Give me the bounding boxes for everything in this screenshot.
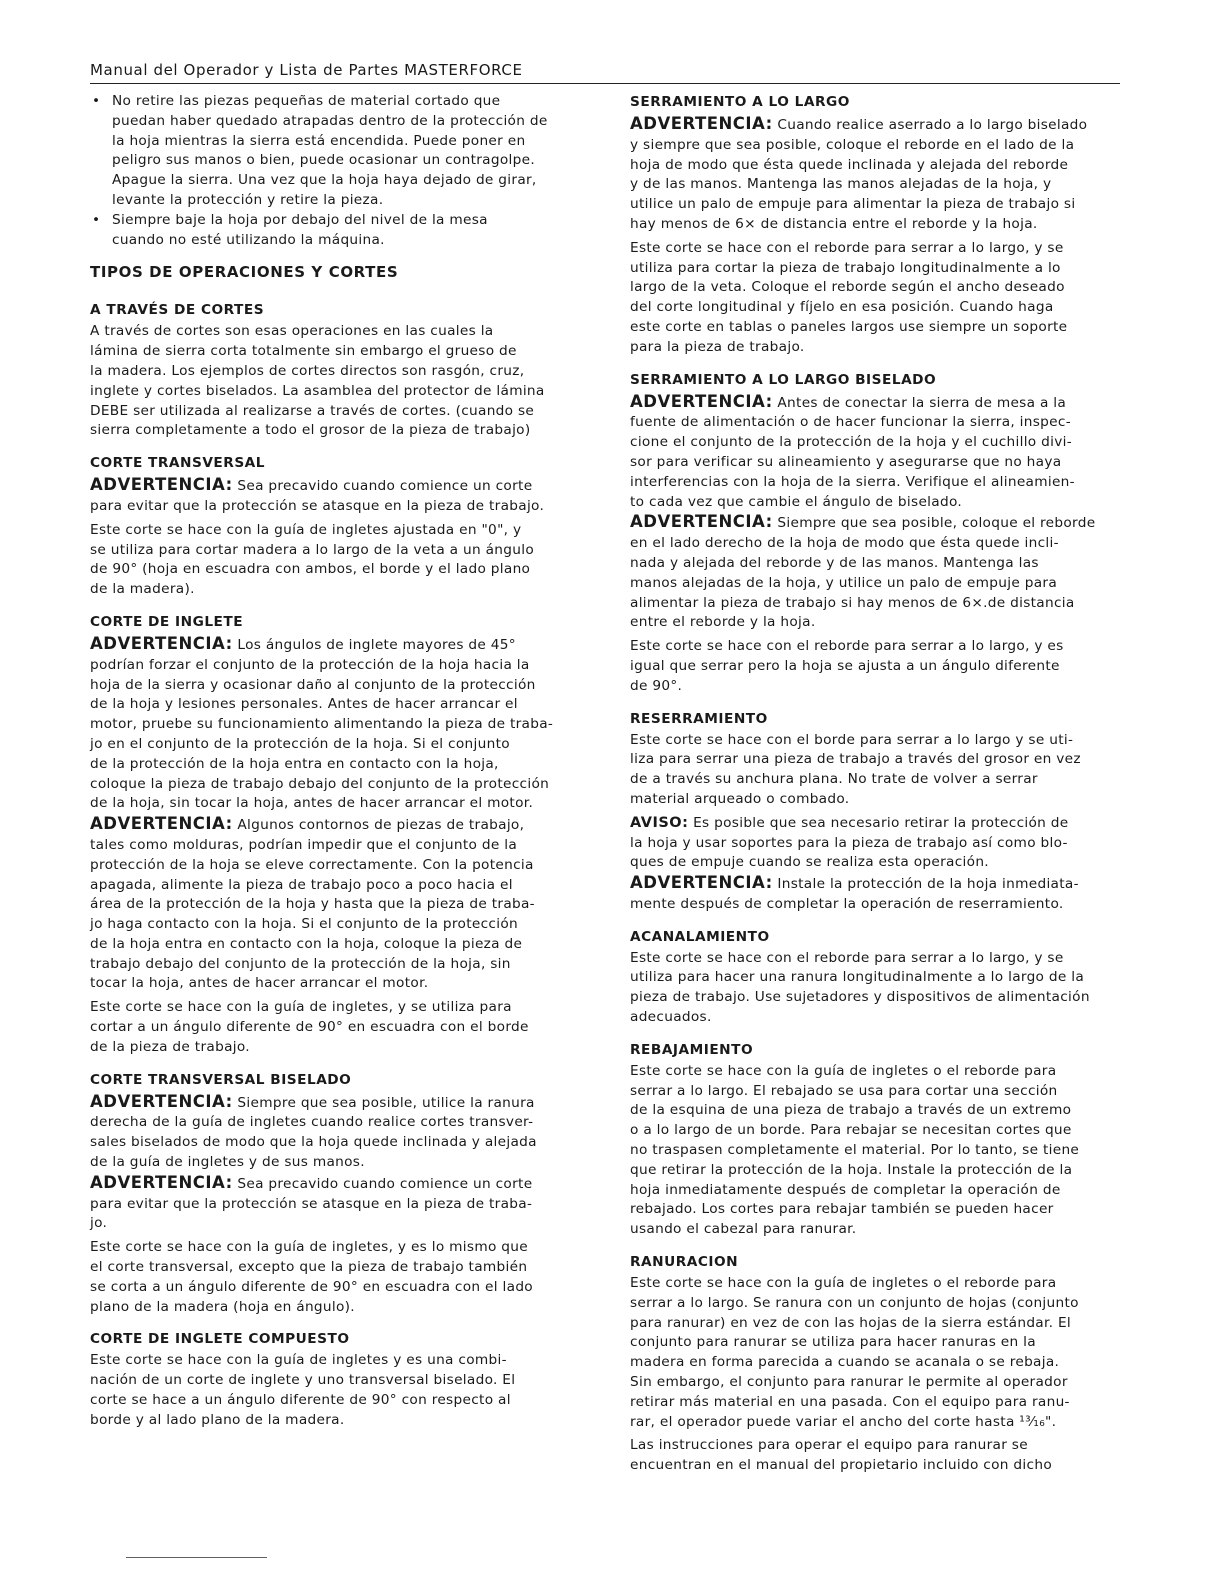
heading-largo-biselado: SERRAMIENTO A LO LARGO BISELADO xyxy=(630,371,937,388)
warning-paragraph xyxy=(90,1173,580,1234)
heading-reserramiento: RESERRAMIENTO xyxy=(630,710,768,727)
warning-text: Instale la protección de la hoja inmediata- mente después de completar la operación de reserramiento. xyxy=(630,876,1079,912)
warning-paragraph xyxy=(90,634,580,814)
paragraph: Este corte se hace con la guía de ingletes, y se utiliza para cortar a un ángulo diferente de 90° en escuadra con el borde de la pieza de trabajo. xyxy=(90,999,529,1055)
warning-paragraph xyxy=(630,512,1122,633)
notice-text: Es posible que sea necesario retirar la protección de la hoja y usar soportes para la pieza de trabajo así como blo- ques de empuje cuando se realiza esta operación. xyxy=(630,814,1069,871)
heading-corte-inglete: CORTE DE INGLETE xyxy=(90,613,244,630)
warning-paragraph xyxy=(90,814,580,994)
paragraph: Este corte se hace con el reborde para serrar a lo largo, y es igual que serrar pero la hoja se ajusta a un ángulo diferente de 90°. xyxy=(630,638,1064,694)
heading-acanalamiento: ACANALAMIENTO xyxy=(630,928,770,945)
warning-text: Sea precavido cuando comience un corte para evitar que la protección se atasque en la pieza de trabajo. xyxy=(90,478,545,514)
heading-inglete-compuesto: CORTE DE INGLETE COMPUESTO xyxy=(90,1331,350,1348)
left-column xyxy=(90,92,580,1431)
paragraph: Este corte se hace con el reborde para serrar a lo largo, y se utiliza para hacer una ranura longitudinalmente a lo largo de la pieza de trabajo. Use sujetadores y dispositivos de alimentación adecuados. xyxy=(630,949,1090,1026)
bullet-text: No retire las piezas pequeñas de material cortado que puedan haber quedado atrapadas dentro de la protección de la hoja mientras la sierra está encendida. Puede poner en peligro sus manos o bien, puede ocasionar un contragolpe. Apague la sierra. Una vez que la hoja haya dejado de girar, levante la protección y retire la pieza. xyxy=(112,93,548,208)
warning-label: ADVERTENCIA: xyxy=(630,114,773,133)
warning-paragraph xyxy=(630,392,1122,513)
warning-text: Cuando realice aserrado a lo largo biselado y siempre que sea posible, coloque el reborde en el lado de la hoja de modo que ésta quede inclinada y alejada del reborde y de las manos. Mantenga las manos alejadas de la hoja, y utilice un palo de empuje para alimentar la pieza de trabajo si hay menos de 6× de distancia entre el reborde y la hoja. xyxy=(630,117,1088,232)
warning-label: ADVERTENCIA: xyxy=(90,1172,233,1192)
paragraph: Este corte se hace con la guía de ingletes o el reborde para serrar a lo largo. El rebajado se usa para cortar una sección de la esquina de una pieza de trabajo a través de un extremo o a lo largo de un borde. Para rebajar se necesitan cortes que no traspasen completamente el material. Por lo tanto, se tiene que retirar la protección de la hoja. Instale la protección de la hoja inmediatamente después de completar la operación de rebajado. Los cortes para rebajar también se pueden hacer usando el cabezal para ranurar. xyxy=(630,1062,1080,1238)
paragraph: Este corte se hace con la guía de ingletes ajustada en "0", y se utiliza para cortar madera a lo largo de la veta a un ángulo de 90° (hoja en escuadra con ambos, el borde y el lado plano de la madera). xyxy=(90,521,535,598)
warning-text: Siempre que sea posible, coloque el reborde en el lado derecho de la hoja de modo que ésta quede incli- nada y alejada del reborde y de las manos. Mantenga las manos alejadas de la hoja, y utilice un palo de empuje para alimentar la pieza de trabajo si hay menos de 6×.de distancia entre el reborde y la hoja. xyxy=(630,515,1096,631)
bullet-icon: • xyxy=(92,211,101,228)
paragraph: Las instrucciones para operar el equipo para ranurar se encuentran en el manual del propietario incluido con dicho xyxy=(630,1437,1052,1474)
warning-paragraph xyxy=(630,114,1122,235)
paragraph: Este corte se hace con el reborde para serrar a lo largo, y se utiliza para cortar la pieza de trabajo longitudinalmente a lo largo de la veta. Coloque el reborde según el ancho deseado del corte longitudinal y fíjelo en esa posición. Cuando haga este corte en tablas o paneles largos use siempre un soporte para la pieza de trabajo. xyxy=(630,239,1068,355)
list-item xyxy=(90,211,580,251)
paragraph: A través de cortes son esas operaciones en las cuales la lámina de sierra corta totalmente sin embargo el grueso de la madera. Los ejemplos de cortes directos son rasgón, cruz, inglete y cortes biselados. La asamblea del protector de lámina DEBE ser utilizada al realizarse a través de cortes. (cuando se sierra completamente a todo el grosor de la pieza de trabajo) xyxy=(90,323,545,439)
warning-label: ADVERTENCIA: xyxy=(90,1091,233,1111)
warning-label: ADVERTENCIA: xyxy=(90,633,233,653)
paragraph: Este corte se hace con el borde para serrar a lo largo y se uti- liza para serrar una pieza de trabajo a través del grosor en vez de a través su anchura plana. No trate de volver a serrar material arqueado o combado. xyxy=(630,731,1081,807)
warning-label: ADVERTENCIA: xyxy=(90,475,233,495)
heading-a-traves: A TRAVÉS DE CORTES xyxy=(90,302,265,319)
list-item xyxy=(90,92,580,211)
heading-rebajamiento: REBAJAMIENTO xyxy=(630,1041,754,1058)
notice-paragraph xyxy=(630,814,1122,873)
notice-label: AVISO: xyxy=(630,814,689,831)
paragraph: Este corte se hace con la guía de ingletes, y es lo mismo que el corte transversal, excepto que la pieza de trabajo también se corta a un ángulo diferente de 90° en escuadra con el lado plano de la madera (hoja en ángulo). xyxy=(90,1239,533,1315)
heading-ranuracion: RANURACION xyxy=(630,1254,739,1271)
warning-text: Los ángulos de inglete mayores de 45° podrían forzar el conjunto de la protección de la hoja hacia la hoja de la sierra y ocasionar daño al conjunto de la protección de la hoja y lesiones personales. Antes de hacer arrancar el motor, pruebe su funcionamiento alimentando la pieza de traba- jo en el conjunto de la protección de la hoja. Si el conjunto de la protección de la hoja entra en contacto con la hoja, coloque la pieza de trabajo debajo del conjunto de la protección de la hoja, sin tocar la hoja, antes de hacer arrancar el motor. xyxy=(90,636,554,812)
warning-label: ADVERTENCIA: xyxy=(630,512,773,532)
warning-label: ADVERTENCIA: xyxy=(90,814,233,834)
header-title: Manual del Operador y Lista de Partes MASTERFORCE xyxy=(90,61,523,79)
warning-label: ADVERTENCIA: xyxy=(630,873,773,893)
right-column xyxy=(630,92,1122,1476)
heading-corte-transversal: CORTE TRANSVERSAL xyxy=(90,455,265,472)
heading-transversal-biselado: CORTE TRANSVERSAL BISELADO xyxy=(90,1071,352,1088)
bullet-text: Siempre baje la hoja por debajo del nivel de la mesa cuando no esté utilizando la máquina. xyxy=(112,211,488,248)
warning-paragraph xyxy=(90,475,580,517)
page-header xyxy=(90,60,1120,84)
bullet-icon: • xyxy=(92,93,101,109)
paragraph: Este corte se hace con la guía de ingletes o el reborde para serrar a lo largo. Se ranura con un conjunto de hojas (conjunto para ranurar) en vez de con las hojas de la sierra estándar. El conjunto para ranurar se utiliza para hacer ranuras en la madera en forma parecida a cuando se acanala o se rebaja. Sin embargo, el conjunto para ranurar le permite al operador retirar más material en una pasada. Con el equipo para ranu- rar, el operador puede variar el ancho del corte hasta ¹³⁄₁₆". xyxy=(630,1275,1079,1430)
warning-paragraph xyxy=(90,1092,580,1173)
heading-serramiento-largo: SERRAMIENTO A LO LARGO xyxy=(630,94,850,110)
paragraph: Este corte se hace con la guía de ingletes y es una combi- nación de un corte de inglete y uno transversal biselado. El corte se hace a un ángulo diferente de 90° con respecto al borde y al lado plano de la madera. xyxy=(90,1352,516,1428)
warning-paragraph xyxy=(630,873,1122,915)
warning-label: ADVERTENCIA: xyxy=(630,391,773,411)
warning-text: Siempre que sea posible, utilice la ranura derecha de la guía de ingletes cuando realice cortes transver- sales biselados de modo que la hoja quede inclinada y alejada de la guía de ingletes y de sus manos. xyxy=(90,1094,537,1171)
section-title: TIPOS DE OPERACIONES Y CORTES xyxy=(90,263,399,282)
warning-text: Sea precavido cuando comience un corte para evitar que la protección se atasque en la pieza de traba- jo. xyxy=(90,1175,533,1232)
warning-text: Antes de conectar la sierra de mesa a la fuente de alimentación o de hacer funcionar la sierra, inspec- cione el conjunto de la protección de la hoja y el cuchillo divi- sor para verificar su alineamiento y asegurarse que no haya interferencias con la hoja de la sierra. Verifique el alineamien- to cada vez que cambie el ángulo de biselado. xyxy=(630,394,1075,510)
footer-rule xyxy=(126,1557,267,1558)
warning-text: Algunos contornos de piezas de trabajo, tales como molduras, podrían impedir que el conjunto de la protección de la hoja se eleve correctamente. Con la potencia apagada, alimente la pieza de trabajo poco a poco hacia el área de la protección de la hoja y hasta que la pieza de traba- jo haga contacto con la hoja. Si el conjunto de la protección de la hoja entra en contacto con la hoja, coloque la pieza de trabajo debajo del conjunto de la protección de la hoja, sin tocar la hoja, antes de hacer arrancar el motor. xyxy=(90,817,535,992)
